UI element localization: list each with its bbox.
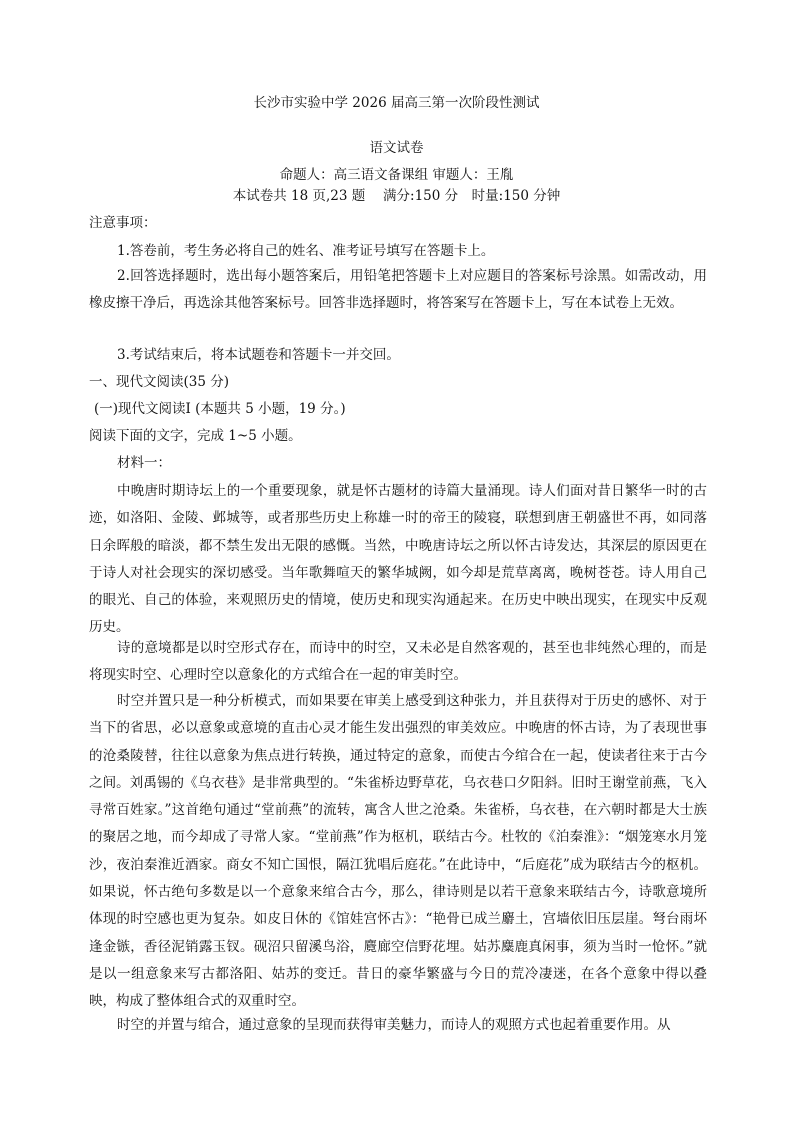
subject-title: 语文试卷 xyxy=(369,140,424,156)
notice-heading: 注意事项： xyxy=(89,215,157,231)
reading-instruction: 阅读下面的文字，完成 1~5 小题。 xyxy=(89,428,302,444)
material-paragraph-3: 时空并置只是一种分析模式，而如果要在审美上感受到这种张力，并且获得对于历史的感怀、对于当下的省思，必以意象或意境的直击心灵才能生发出强烈的审美效应。中晚唐的怀古诗，为了表现世事的沧桑陵替，往往以意象为焦点进行转换，通过特定的意象，而使古今绾合在一起，使读者往来于古今之间。刘禹锡的《乌衣巷》是非常典型的。“朱雀桥边野草花，乌衣巷口夕阳斜。旧时王谢堂前燕，飞入寻常百姓家。”这首绝句通过“堂前燕”的流转，寓含人世之沧桑。朱雀桥，乌衣巷，在六朝时都是大士族的聚居之地，而今却成了寻常人家。“堂前燕”作为枢机，联结古今。杜牧的《泊秦淮》：“烟笼寒水月笼沙，夜泊秦淮近酒家。商女不知亡国恨，隔江犹唱后庭花。”在此诗中，“后庭花”成为联结古今的枢机。如果说，怀古绝句多数是以一个意象来绾合古今，那么，律诗则是以若干意象来联结古今，诗歌意境所体现的时空感也更为复杂。如皮日休的《馆娃宫怀古》：“艳骨已成兰麝土，宫墙依旧压层崖。弩台雨坏逢金镞，香径泥销露玉钗。砚沼只留溪鸟浴，麑廊空信野花埋。姑苏麋鹿真闲事，须为当时一怆怀。”就是以一组意象来写古都洛阳、姑苏的变迁。昔日的豪华繁盛与今日的荒冷凄迷，在各个意象中得以叠映，构成了整体组合式的双重时空。 xyxy=(89,693,707,1010)
section-heading: 一、现代文阅读(35 分) xyxy=(89,374,230,390)
material-paragraph-2: 诗的意境都是以时空形式存在，而诗中的时空，又未必是自然客观的，甚至也非纯然心理的，而是将现实时空、心理时空以意象化的方式绾合在一起的审美时空。 xyxy=(89,640,707,684)
notice-item-1: 1.答卷前，考生务必将自己的姓名、准考证号填写在答题卡上。 xyxy=(117,243,495,259)
material-label: 材料一： xyxy=(117,455,171,471)
exam-info-line: 本试卷共 18 页,23 题 满分:150 分 时量:150 分钟 xyxy=(232,188,561,204)
exam-title: 长沙市实验中学 2026 届高三第一次阶段性测试 xyxy=(253,95,540,111)
material-paragraph-1: 中晚唐时期诗坛上的一个重要现象，就是怀古题材的诗篇大量涌现。诗人们面对昔日繁华一时的古迹，如洛阳、金陵、邺城等，或者那些历史上称雄一时的帝王的陵寝，联想到唐王朝盛世不再，如同落日余晖般的暗淡，都不禁生发出无限的感慨。当然，中晚唐诗坛之所以怀古诗发达，其深层的原因更在于诗人对社会现实的深切感受。当年歌舞喧天的繁华城阙，如今却是荒草离离，晚树苍苍。诗人用自己的眼光、自己的体验，来观照历史的情境，使历史和现实沟通起来。在历史中映出现实，在现实中反观历史。 xyxy=(89,483,707,636)
authors-line: 命题人：高三语文备课组 审题人：王胤 xyxy=(279,167,514,183)
section-subheading: (一)现代文阅读Ⅰ (本题共 5 小题，19 分。) xyxy=(94,401,346,417)
material-paragraph-4: 时空的并置与绾合，通过意象的呈现而获得审美魅力，而诗人的观照方式也起着重要作用。从 xyxy=(117,1017,671,1033)
notice-item-2: 2.回答选择题时，选出每小题答案后，用铅笔把答题卡上对应题目的答案标号涂黑。如需改动，用橡皮擦干净后，再选涂其他答案标号。回答非选择题时，将答案写在答题卡上，写在本试卷上无效。 xyxy=(89,268,707,312)
notice-item-3: 3.考试结束后，将本试题卷和答题卡一并交回。 xyxy=(117,347,400,363)
